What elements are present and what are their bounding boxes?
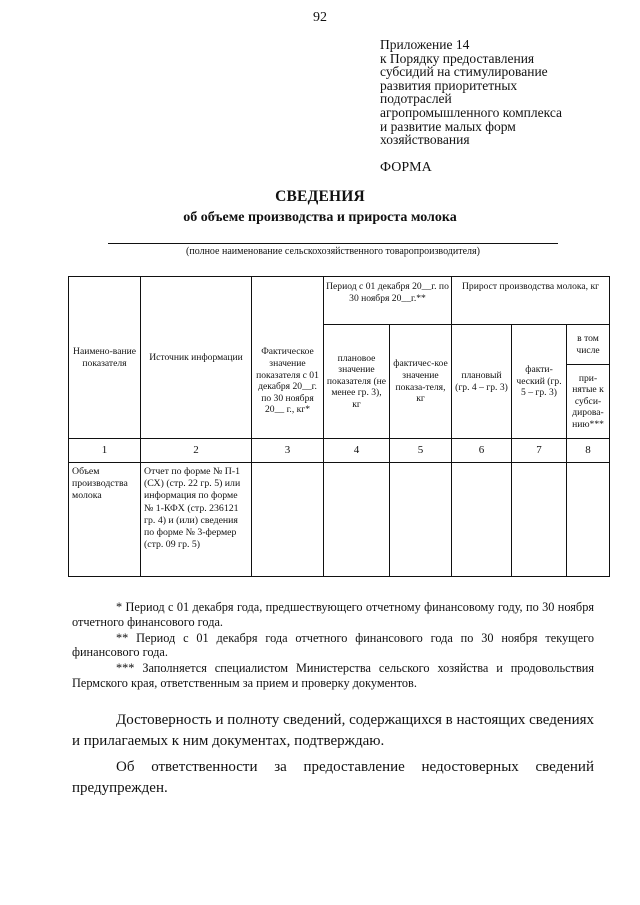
producer-name-field-line[interactable] (108, 243, 558, 244)
appendix-line: Приложение 14 (380, 37, 470, 52)
cell-actual-period-value[interactable] (390, 463, 452, 577)
column-number: 6 (452, 439, 512, 463)
form-label: ФОРМА (380, 160, 432, 175)
document-title: СВЕДЕНИЯ (275, 188, 365, 205)
document-subtitle: об объеме производства и прироста молока (183, 210, 457, 225)
footnotes (72, 600, 594, 692)
cell-planned-value[interactable] (324, 463, 390, 577)
header-row-1 (69, 277, 610, 325)
responsibility-statement: Об ответственности за предоставление недостоверных сведений предупрежден. (72, 759, 594, 796)
table-row (69, 463, 610, 577)
column-number-row (69, 439, 610, 463)
header-growth-planned: плановый (гр. 4 – гр. 3) (452, 325, 512, 439)
confirmation-block (72, 710, 594, 804)
appendix-line: подотраслей (380, 91, 452, 107)
column-number: 4 (324, 439, 390, 463)
header-growth-actual: факти-ческий (гр. 5 – гр. 3) (512, 325, 567, 439)
column-number: 3 (252, 439, 324, 463)
footnote: ** Период с 01 декабря года отчетного финансового года по 30 ноября текущего финансового года. (72, 630, 594, 660)
column-number: 7 (512, 439, 567, 463)
footnote: *** Заполняется специалистом Министерства сельского хозяйства и продовольствия Пермского края, ответственным за прием и проверку документов. (72, 661, 594, 690)
form-table (68, 276, 610, 577)
header-indicator-name: Наимено-вание показателя (69, 277, 141, 439)
cell-growth-planned[interactable] (452, 463, 512, 577)
header-planned-value: плановое значение показателя (не менее гр. 3), кг (324, 325, 390, 439)
appendix-line: хозяйствования (380, 132, 470, 148)
page-number: 92 (313, 10, 327, 25)
appendix-line: субсидий на стимулирование (380, 64, 548, 80)
appendix-line: развития приоритетных (380, 77, 518, 93)
appendix-line: агропромышленного комплекса (380, 104, 562, 120)
header-period-group: Период с 01 декабря 20__г. по 30 ноября 20__г.** (324, 277, 452, 325)
column-number: 1 (69, 439, 141, 463)
row-indicator-name: Объем производства молока (69, 463, 141, 577)
confirmation-statement: Достоверность и полноту сведений, содержащихся в настоящих сведениях и прилагаемых к ним документах, подтверждаю. (72, 712, 594, 749)
row-source: Отчет по форме № П-1 (СХ) (стр. 22 гр. 5) или информация по форме № 1-КФХ (стр. 236121 гр. 4) и (или) сведения по форме № 3-фермер (стр. 09 гр. 5) (141, 463, 252, 577)
column-number: 2 (141, 439, 252, 463)
producer-name-caption: (полное наименование сельскохозяйственного товаропроизводителя) (186, 246, 480, 257)
footnote: * Период с 01 декабря года, предшествующего отчетному финансовому году, по 30 ноября отчетного финансового года. (72, 600, 594, 629)
column-number: 5 (390, 439, 452, 463)
appendix-block (380, 38, 620, 147)
header-growth-group: Прирост производства молока, кг (452, 277, 610, 325)
header-accepted-subsidy: при-нятые к субси-дирова-нию*** (567, 365, 610, 439)
header-source: Источник информации (141, 277, 252, 439)
appendix-line: к Порядку предоставления (380, 50, 535, 66)
cell-growth-actual[interactable] (512, 463, 567, 577)
header-actual-period-value: фактичес-кое значение показа-теля, кг (390, 325, 452, 439)
header-including: в том числе (567, 325, 610, 365)
column-number: 8 (567, 439, 610, 463)
header-actual-value: Фактическое значение показателя с 01 декабря 20__г. по 30 ноября 20__ г., кг* (252, 277, 324, 439)
cell-actual-value[interactable] (252, 463, 324, 577)
appendix-line: и развитие малых форм (380, 118, 516, 134)
cell-accepted-subsidy[interactable] (567, 463, 610, 577)
